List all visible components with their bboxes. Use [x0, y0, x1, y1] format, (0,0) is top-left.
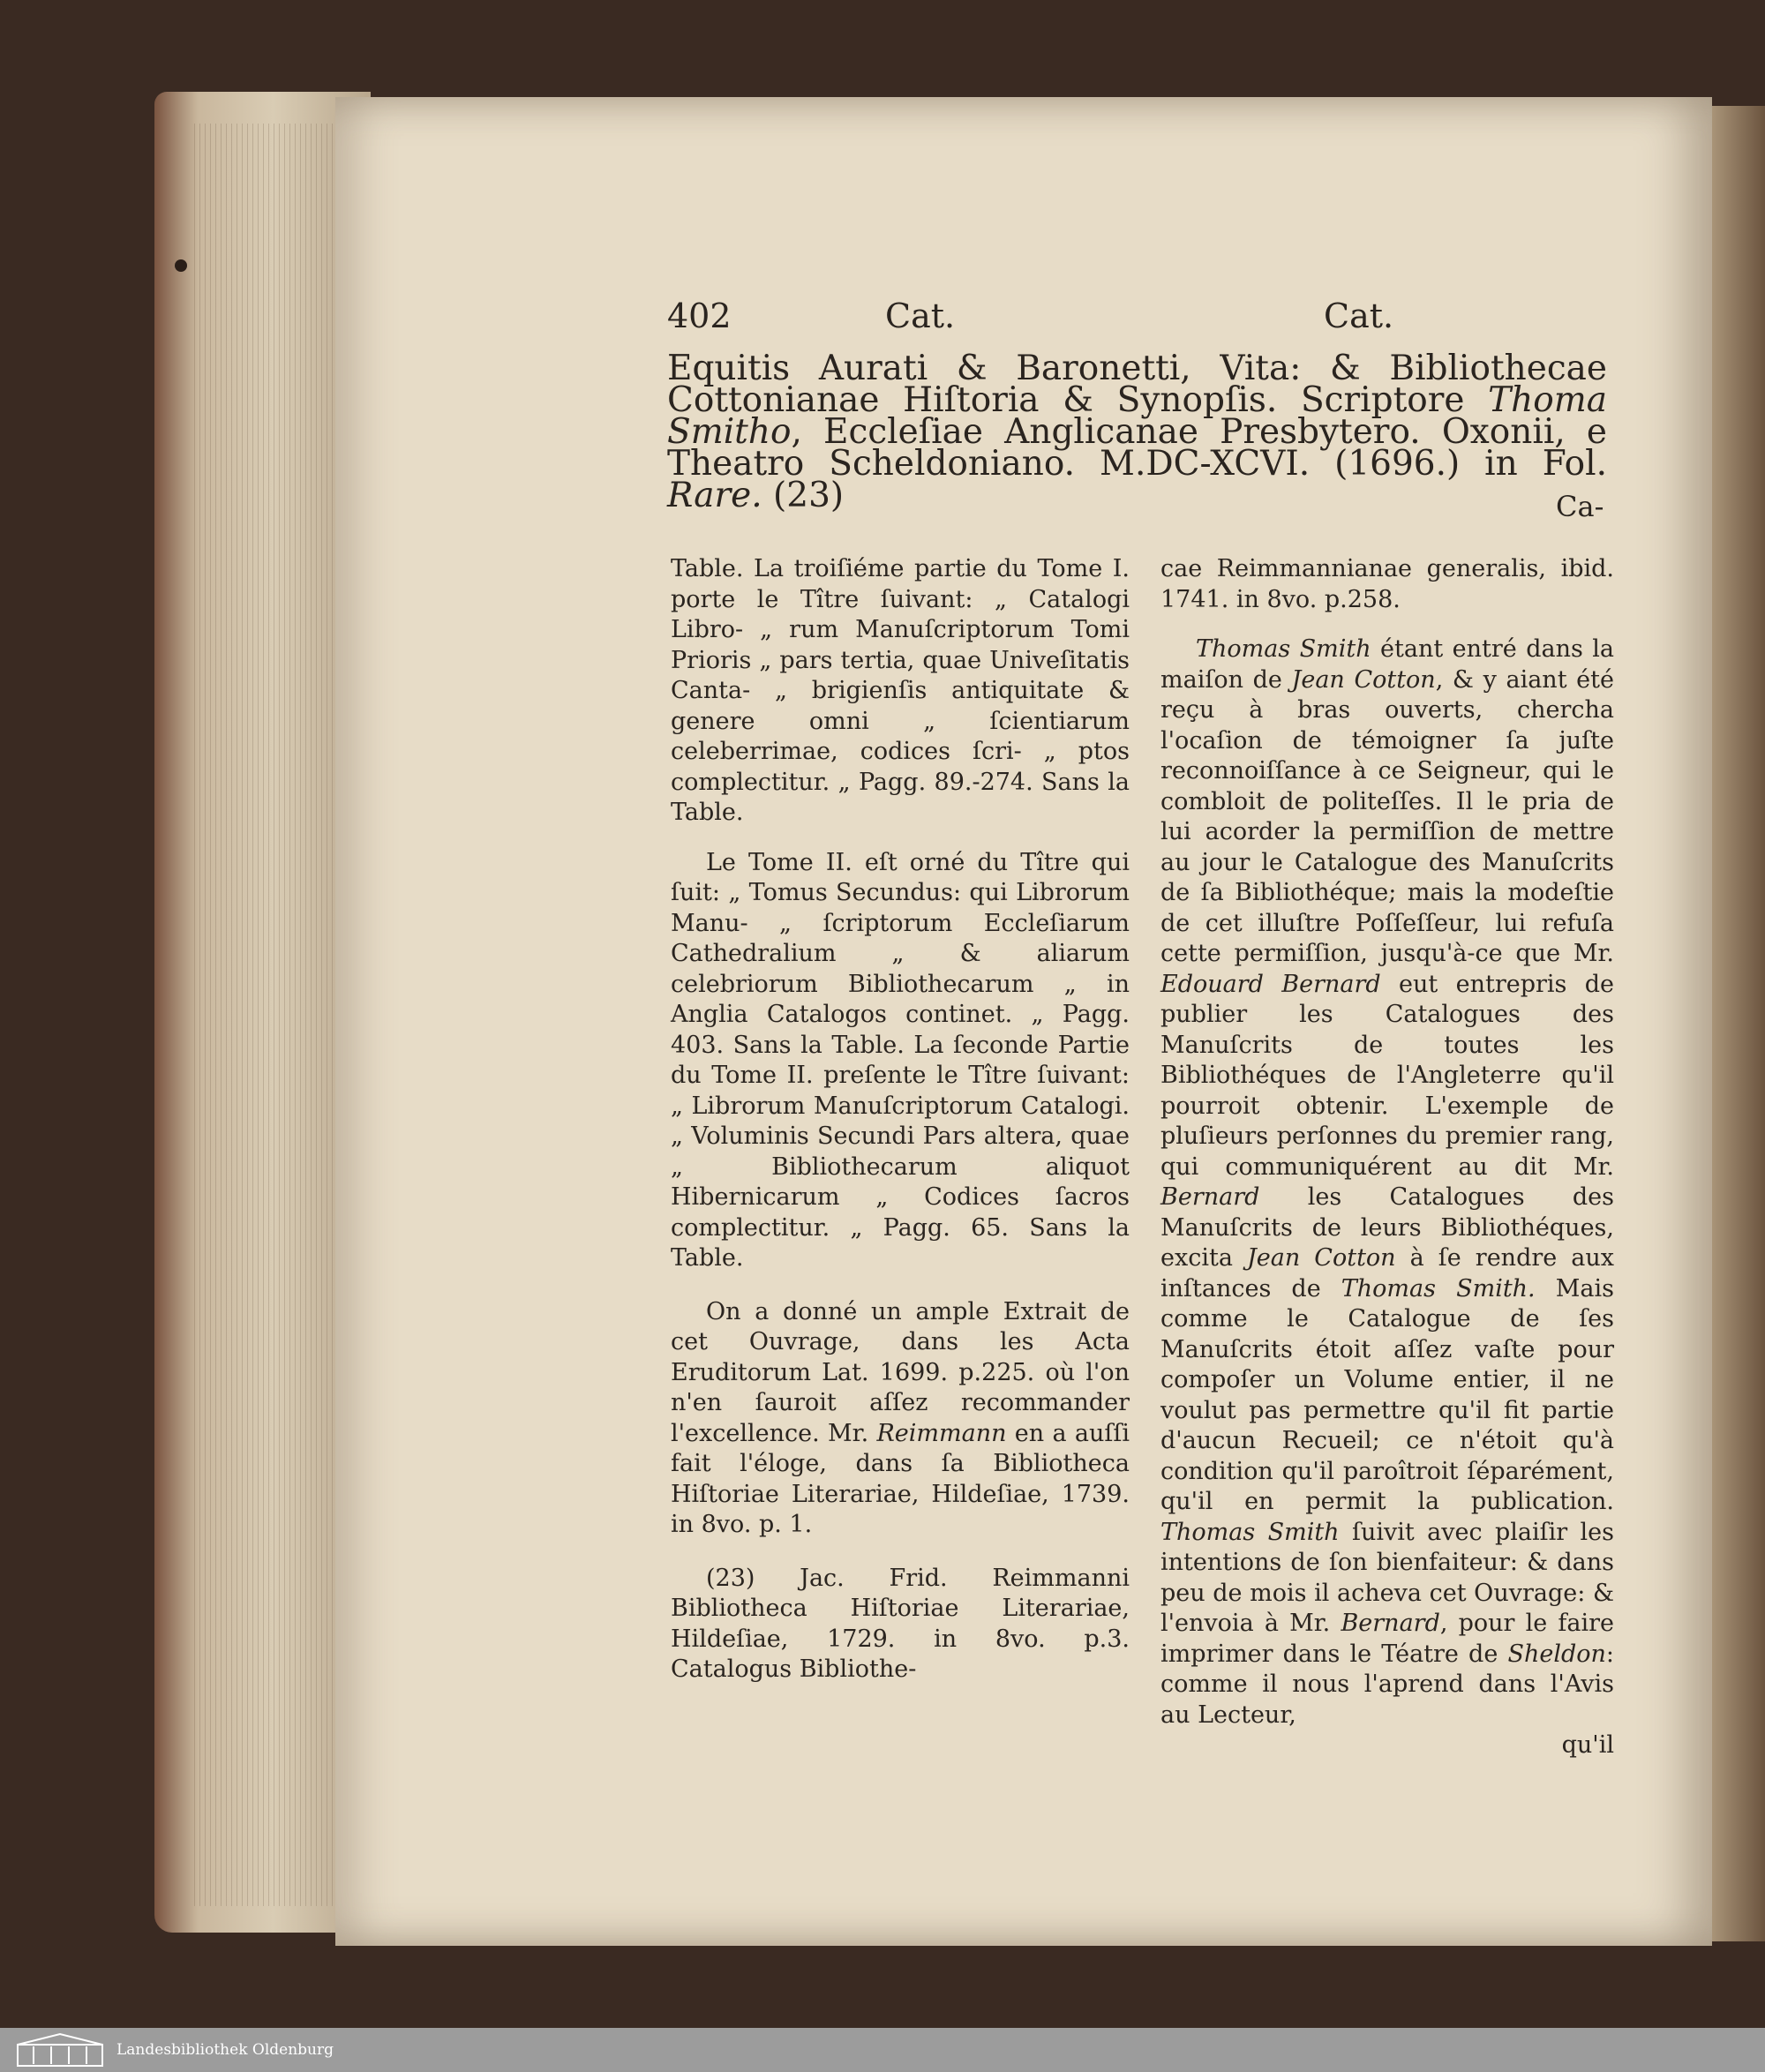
paragraph	[1160, 634, 1614, 1730]
italic-text: Jean Cotton	[1291, 665, 1436, 694]
library-logo-icon	[16, 2032, 104, 2068]
text-run: (23) Jac. Frid. Reimmanni Bibliotheca Hiſtoriae Literariae, Hildeſiae, 1729. in 8vo. p.3. Catalogus Bibliothe-	[671, 1564, 1130, 1683]
italic-text: Edouard Bernard	[1160, 970, 1381, 998]
italic-text: Bernard	[1341, 1610, 1440, 1637]
paragraph	[671, 848, 1130, 1274]
binding-hole	[175, 259, 187, 272]
italic-text: Jean Cotton	[1246, 1244, 1396, 1272]
text-run: en a auſſi fait l'éloge, dans ſa Bibliotheca Hiſtoriae Literariae, Hildeſiae, 1739. in 8vo. p. 1.	[671, 1419, 1130, 1538]
catchword-bottom: qu'il	[1561, 1731, 1614, 1759]
italic-text: Thomas Smith	[1196, 635, 1371, 663]
left-column	[671, 554, 1130, 1708]
italic-text: Bernard	[1160, 1183, 1260, 1211]
text-run: Table. La troiſiéme partie du Tome I. porte le Tître ſuivant: „ Catalogi Libro- „ rum Manuſcriptorum Tomi Prioris „ pars tertia, quae Univeſitatis Canta- „ brigienſis antiquitate & genere omni „ ſcientiarum celeberrimae, codices ſcri- „ ptos complectitur. „ Pagg. 89.-274. Sans la Table.	[671, 555, 1130, 826]
text-run: ſuivit avec plaiſir les intentions de ſon bienfaiteur: & dans peu de mois il acheva cet Ouvrage: & l'envoia à Mr.	[1160, 1518, 1614, 1637]
paragraph	[1160, 554, 1614, 615]
text-run: Mais comme le Catalogue de ſes Manuſcrits étoit aſſez vaſte pour compoſer un Volume entier, il ne voulut pas permettre qu'il fit partie d'aucun Recueil; ce n'étoit qu'à condition qu'il paroîtroit ſéparément, qu'il en permit la publication.	[1160, 1274, 1614, 1515]
next-page-edge	[1712, 106, 1765, 1941]
text-run: Le Tome II. eſt orné du Tître qui ſuit: „ Tomus Secundus: qui Librorum Manu- „ ſcriptorum Eccleſiarum Cathedralium „ & aliarum celebriorum Bibliothecarum „ in Anglia Catalogos continet. „ Pagg. 403. Sans la Table. La ſeconde Partie du Tome II. preſente le Tître ſuivant: „ Librorum Manuſcriptorum Catalogi. „ Voluminis Secundi Pars altera, quae „ Bibliothecarum aliquot Hibernicarum „ Codices ſacros complectitur. „ Pagg. 65. Sans la Table.	[671, 848, 1130, 1272]
page-number: 402	[667, 297, 732, 335]
text-run: eut entrepris de publier les Catalogues des Manuſcrits de toutes les Bibliothéques de l'Angleterre qu'il pourroit obtenir. L'exemple de pluſieurs perſonnes du premier rang, qui communiquérent au dit Mr.	[1160, 970, 1614, 1181]
text-run: Equitis Aurati & Baronetti, Vita: & Bibliothecae Cottonianae Hiſtoria & Synopſis. Scriptore	[667, 349, 1607, 420]
paragraph	[671, 1297, 1130, 1541]
text-run: les Catalogues des Manuſcrits de leurs Bibliothéques, excita	[1160, 1183, 1614, 1272]
text-run: étant entré dans la maiſon de	[1160, 635, 1614, 694]
library-footer	[0, 2028, 1765, 2072]
italic-text: Thomas Smith.	[1341, 1274, 1536, 1303]
right-column	[1160, 554, 1614, 1761]
running-head-left: Cat.	[885, 297, 956, 335]
title-block	[667, 349, 1607, 515]
paragraph	[671, 1564, 1130, 1685]
text-run: (23)	[762, 476, 845, 515]
text-run: : comme il nous l'aprend dans l'Avis au Lecteur,	[1160, 1640, 1614, 1729]
text-run: , & y aiant été reçu à bras ouverts, chercha l'ocaſion de témoigner ſa juſte reconnoiſſance à ce Seigneur, qui le combloit de politeſſes. Il le pria de lui acorder la permiſſion de mettre au jour le Catalogue des Manuſcrits de ſa Bibliothéque; mais la modeſtie de cet illuſtre Poſſeſſeur, lui refuſa cette permiſſion, jusqu'à-ce que Mr.	[1160, 665, 1614, 967]
library-name: Landesbibliothek Oldenburg	[116, 2041, 334, 2059]
catchword-top: Ca-	[1556, 490, 1604, 523]
italic-text: Thoma Smitho	[667, 380, 1607, 452]
paragraph	[671, 554, 1130, 829]
text-run: , pour le faire imprimer dans le Téatre de	[1160, 1610, 1615, 1668]
italic-text: Reimmann	[876, 1419, 1007, 1447]
italic-text: Thomas Smith	[1160, 1518, 1340, 1546]
text-run: à ſe rendre aux inſtances de	[1160, 1244, 1614, 1303]
text-run: On a donné un ample Extrait de cet Ouvrage, dans les Acta Eruditorum Lat. 1699. p.225. où l'on n'en ſauroit aſſez recommander l'excellence. Mr.	[671, 1297, 1130, 1447]
text-run: cae Reimmannianae generalis, ibid. 1741. in 8vo. p.258.	[1160, 555, 1614, 613]
italic-text: Sheldon	[1507, 1640, 1606, 1668]
running-head-right: Cat.	[1324, 297, 1394, 335]
text-run: , Eccleſiae Anglicanae Presbytero. Oxonii, e Theatro Scheldoniano. M.DC-XCVI. (1696.) in Fol.	[667, 412, 1607, 484]
italic-text: Rare.	[667, 476, 762, 515]
